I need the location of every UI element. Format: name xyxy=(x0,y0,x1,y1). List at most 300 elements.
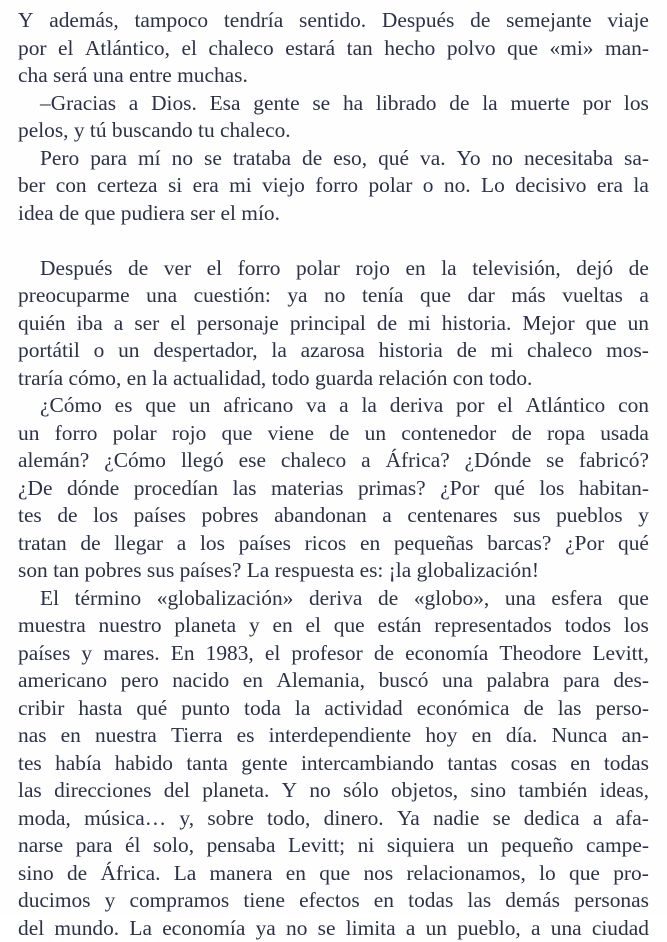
word: librado xyxy=(376,90,437,118)
word: interdependiente xyxy=(269,722,412,750)
word: La xyxy=(129,915,152,942)
word: moda, xyxy=(18,805,71,833)
word: pobres xyxy=(201,502,258,530)
word: en xyxy=(243,667,263,695)
word: La xyxy=(174,860,197,888)
word: un xyxy=(628,310,649,338)
word: el xyxy=(207,255,222,283)
text-line xyxy=(18,90,649,118)
word: ¿Por xyxy=(440,475,479,503)
word: Después xyxy=(382,7,454,35)
word: televisión, xyxy=(472,255,561,283)
word: o xyxy=(423,172,434,200)
word: intercambiando xyxy=(301,750,434,778)
word: Esa xyxy=(210,90,241,118)
word: ni xyxy=(358,832,375,860)
word: viaje xyxy=(607,7,649,35)
word: nas xyxy=(18,722,47,750)
word: en xyxy=(272,612,292,640)
word: campe- xyxy=(586,832,649,860)
word: y, xyxy=(179,805,194,833)
word: que xyxy=(618,585,649,613)
word: Mejor xyxy=(522,310,574,338)
word: de xyxy=(512,420,532,448)
word: una xyxy=(505,585,536,613)
word: mi xyxy=(491,337,514,365)
word: llegar xyxy=(114,530,163,558)
word: de xyxy=(629,255,649,283)
word: pueblo, xyxy=(457,915,521,942)
word: sólo xyxy=(343,777,379,805)
word: ha xyxy=(343,90,363,118)
word: ber xyxy=(18,172,45,200)
word: los xyxy=(93,502,118,530)
word: viene xyxy=(268,420,314,448)
word: para xyxy=(76,832,113,860)
word: ya xyxy=(256,915,276,942)
word: se xyxy=(312,90,330,118)
word: de xyxy=(457,337,477,365)
word: es xyxy=(115,392,133,420)
word: mí xyxy=(138,145,161,173)
text-line xyxy=(18,337,649,365)
word: gente xyxy=(241,750,287,778)
word: narse xyxy=(18,832,63,860)
text-line: pelos, y tú buscando tu chaleco. xyxy=(18,117,649,145)
word: y xyxy=(638,502,649,530)
word: ¿Dónde xyxy=(465,447,532,475)
word: se xyxy=(204,145,222,173)
word: se xyxy=(546,447,564,475)
word: ricos xyxy=(305,530,347,558)
word: africano xyxy=(223,392,293,420)
word: historia. xyxy=(442,310,512,338)
word: relacionamos, xyxy=(406,860,525,888)
word: el xyxy=(58,35,73,63)
word: en xyxy=(374,887,394,915)
word: sino xyxy=(18,860,54,888)
word: de xyxy=(67,860,87,888)
word: contenedor xyxy=(401,420,496,448)
word: una xyxy=(442,667,473,695)
word: Y xyxy=(18,7,33,35)
word: a xyxy=(361,447,371,475)
word: no xyxy=(286,915,307,942)
word: con xyxy=(56,172,87,200)
word: del xyxy=(18,915,44,942)
paragraph xyxy=(18,392,649,585)
word: Tierra xyxy=(171,722,223,750)
word: la xyxy=(482,90,497,118)
word: Levitt, xyxy=(592,640,648,668)
word: toda xyxy=(244,695,281,723)
text-line xyxy=(18,255,649,283)
word: África. xyxy=(100,860,160,888)
body-text-block xyxy=(18,7,649,942)
word: personas xyxy=(574,887,649,915)
word: día. xyxy=(506,722,537,750)
word: término xyxy=(75,585,142,613)
word: a xyxy=(593,805,603,833)
word: una xyxy=(146,282,177,310)
word: chaleco xyxy=(527,337,592,365)
word: la xyxy=(633,172,648,200)
word: un xyxy=(118,337,139,365)
word: tan xyxy=(347,35,373,63)
word: economía xyxy=(162,915,245,942)
text-line xyxy=(18,860,649,888)
text-line xyxy=(18,420,649,448)
word: estará xyxy=(285,35,335,63)
word: polvo xyxy=(447,35,496,63)
word: quién xyxy=(18,310,66,338)
word: economía xyxy=(405,640,488,668)
paragraph xyxy=(18,585,649,942)
word: además, xyxy=(49,7,119,35)
word: –Gracias xyxy=(40,90,116,118)
word: con xyxy=(618,392,649,420)
word: Alemania, xyxy=(277,667,366,695)
word: palabra xyxy=(486,667,549,695)
word: Levitt; xyxy=(288,832,345,860)
word: iba xyxy=(77,310,103,338)
text-line xyxy=(18,777,649,805)
word: dónde xyxy=(67,475,119,503)
text-line: cha será una entre muchas. xyxy=(18,62,649,90)
word: un xyxy=(365,420,386,448)
text-line xyxy=(18,915,649,942)
word: punto xyxy=(181,695,230,723)
word: centenares xyxy=(407,502,497,530)
word: sus xyxy=(513,502,540,530)
word: el xyxy=(497,392,512,420)
word: que xyxy=(507,35,538,63)
word: compramos xyxy=(129,887,229,915)
word: chaleco xyxy=(208,35,273,63)
text-line xyxy=(18,612,649,640)
word: decisivo xyxy=(515,172,586,200)
word: que xyxy=(569,860,600,888)
word: habitan- xyxy=(579,475,649,503)
word: pequeño xyxy=(501,832,573,860)
word: era xyxy=(597,172,623,200)
word: él xyxy=(125,832,140,860)
word: por xyxy=(456,392,485,420)
word: Pero xyxy=(40,145,79,173)
word: por xyxy=(583,90,612,118)
word: de xyxy=(470,7,490,35)
word: que xyxy=(420,282,451,310)
word: ¿Cómo xyxy=(104,447,166,475)
word: si xyxy=(168,172,182,200)
word: forro xyxy=(238,255,281,283)
word: de xyxy=(57,502,77,530)
word: de xyxy=(523,695,543,723)
word: que xyxy=(319,860,350,888)
word: ya xyxy=(287,282,307,310)
word: ver xyxy=(164,255,191,283)
word: mos- xyxy=(606,337,649,365)
word: qué xyxy=(378,145,409,173)
word: las xyxy=(233,475,257,503)
paragraph xyxy=(18,90,649,145)
word: personaje xyxy=(197,310,279,338)
word: países xyxy=(18,640,70,668)
word: había xyxy=(55,750,101,778)
word: qué xyxy=(494,475,525,503)
word: las xyxy=(467,887,491,915)
word: sa- xyxy=(624,145,649,173)
word: cuestión: xyxy=(194,282,271,310)
word: planeta. xyxy=(202,777,269,805)
word: a xyxy=(382,502,392,530)
word: vueltas xyxy=(562,282,623,310)
word: tes xyxy=(18,502,42,530)
word: chaleco xyxy=(281,447,346,475)
text-line: idea de que pudiera ser el mío. xyxy=(18,200,649,228)
word: Atlántico xyxy=(526,392,606,420)
word: tendría xyxy=(224,7,283,35)
word: pequeñas xyxy=(394,530,474,558)
word: ropa xyxy=(547,420,585,448)
word: usada xyxy=(600,420,649,448)
word: barcas? xyxy=(487,530,551,558)
word: Ya xyxy=(397,805,420,833)
word: sentido. xyxy=(299,7,366,35)
word: polar xyxy=(296,255,340,283)
word: Dios. xyxy=(151,90,197,118)
word: va. xyxy=(420,145,446,173)
word: para xyxy=(563,667,600,695)
word: demás xyxy=(505,887,560,915)
word: procedían xyxy=(134,475,218,503)
word: en xyxy=(286,860,306,888)
word: y xyxy=(81,640,92,668)
word: que xyxy=(334,612,365,640)
word: de xyxy=(377,310,397,338)
word: pro- xyxy=(613,860,649,888)
word: en xyxy=(61,722,81,750)
word: de xyxy=(378,585,398,613)
word: El xyxy=(40,585,59,613)
word: «mi» xyxy=(550,35,594,63)
word: sobre xyxy=(207,805,253,833)
word: dejó xyxy=(576,255,613,283)
word: alemán? xyxy=(18,447,89,475)
word: limita xyxy=(346,915,396,942)
word: ducimos xyxy=(18,887,91,915)
word: deriva xyxy=(309,585,362,613)
word: de xyxy=(329,420,349,448)
word: ideas, xyxy=(600,777,649,805)
word: trataba xyxy=(233,145,291,173)
word: las xyxy=(18,777,42,805)
word: ¿Por xyxy=(565,530,604,558)
word: solo, xyxy=(153,832,194,860)
word: portátil xyxy=(18,337,80,365)
word: mundo. xyxy=(54,915,119,942)
word: que xyxy=(222,420,253,448)
word: mares. xyxy=(103,640,159,668)
word: des- xyxy=(613,667,649,695)
word: objetos, xyxy=(391,777,458,805)
word: ese xyxy=(239,447,266,475)
word: man- xyxy=(605,35,649,63)
word: de xyxy=(128,255,148,283)
word: la xyxy=(441,255,456,283)
word: perso- xyxy=(596,695,649,723)
text-line xyxy=(18,530,649,558)
word: a xyxy=(406,915,416,942)
word: una xyxy=(551,915,582,942)
word: certeza xyxy=(97,172,158,200)
word: un xyxy=(18,420,39,448)
word: primas? xyxy=(358,475,426,503)
word: tanta xyxy=(186,750,228,778)
word: a xyxy=(639,282,649,310)
word: Yo xyxy=(457,145,481,173)
word: se xyxy=(493,805,511,833)
word: por xyxy=(18,35,47,63)
word: se xyxy=(318,915,336,942)
word: países xyxy=(239,530,291,558)
word: hecho xyxy=(384,35,435,63)
word: Nunca xyxy=(552,722,608,750)
word: afa- xyxy=(616,805,649,833)
word: direcciones xyxy=(54,777,151,805)
word: era xyxy=(193,172,219,200)
word: ¿Cómo xyxy=(40,392,102,420)
word: hasta xyxy=(78,695,122,723)
word: representados xyxy=(434,612,552,640)
word: polar xyxy=(368,172,412,200)
word: económica xyxy=(417,695,510,723)
word: y xyxy=(249,612,260,640)
paragraph xyxy=(18,255,649,393)
word: buscó xyxy=(379,667,429,695)
word: Lo xyxy=(481,172,505,200)
word: americano xyxy=(18,667,107,695)
word: viejo xyxy=(262,172,305,200)
word: todas xyxy=(604,750,649,778)
text-line xyxy=(18,392,649,420)
word: o xyxy=(94,337,105,365)
text-line xyxy=(18,695,649,723)
word: a xyxy=(129,90,139,118)
word: forro xyxy=(315,172,358,200)
word: mi xyxy=(229,172,252,200)
word: no. xyxy=(444,172,471,200)
text-line xyxy=(18,447,649,475)
word: todo, xyxy=(267,805,310,833)
word: no xyxy=(324,282,345,310)
word: rojo xyxy=(172,420,206,448)
word: las xyxy=(558,695,582,723)
word: de xyxy=(80,530,100,558)
word: «globalización» xyxy=(157,585,294,613)
word: eso, xyxy=(333,145,367,173)
word: efectos xyxy=(299,887,360,915)
word: pueblos xyxy=(556,502,623,530)
word: y xyxy=(105,887,116,915)
word: tantas xyxy=(447,750,497,778)
word: la xyxy=(361,392,376,420)
word: sino xyxy=(470,777,506,805)
text-line xyxy=(18,887,649,915)
word: azarosa xyxy=(301,337,365,365)
word: gente xyxy=(253,90,299,118)
text-line: traría cómo, en la actualidad, todo guarda relación con todo. xyxy=(18,365,649,393)
paragraph xyxy=(18,145,649,228)
word: llegó xyxy=(181,447,224,475)
word: en xyxy=(472,722,492,750)
word: en xyxy=(360,530,380,558)
word: nuestra xyxy=(95,722,157,750)
word: nuestro xyxy=(99,612,162,640)
word: el xyxy=(265,640,280,668)
word: actividad xyxy=(324,695,402,723)
text-line xyxy=(18,640,649,668)
word: habido xyxy=(115,750,173,778)
word: en xyxy=(405,255,425,283)
word: de xyxy=(302,145,322,173)
word: cribir xyxy=(18,695,64,723)
word: a xyxy=(339,392,349,420)
paragraph xyxy=(18,7,649,90)
word: nadie xyxy=(433,805,479,833)
word: un xyxy=(189,392,210,420)
word: el xyxy=(306,612,321,640)
word: también xyxy=(518,777,587,805)
word: va xyxy=(306,392,326,420)
word: rojo xyxy=(355,255,389,283)
word: Después xyxy=(40,255,112,283)
word: están xyxy=(378,612,422,640)
word: pero xyxy=(121,667,159,695)
word: forro xyxy=(55,420,98,448)
word: profesor xyxy=(291,640,362,668)
word: En xyxy=(171,640,195,668)
word: tenía xyxy=(362,282,404,310)
word: no xyxy=(172,145,193,173)
text-line xyxy=(18,145,649,173)
word: semejante xyxy=(506,7,592,35)
word: ser xyxy=(134,310,159,338)
word: Y xyxy=(282,777,297,805)
word: historia xyxy=(379,337,443,365)
word: nos xyxy=(363,860,393,888)
word: muestra xyxy=(18,612,86,640)
text-line xyxy=(18,750,649,778)
word: abandonan xyxy=(274,502,367,530)
word: es xyxy=(237,722,255,750)
word: tratan xyxy=(18,530,67,558)
word: Atlántico, xyxy=(85,35,170,63)
word: lo xyxy=(539,860,556,888)
word: de xyxy=(374,640,394,668)
text-line xyxy=(18,805,649,833)
word: principal xyxy=(290,310,366,338)
word: a xyxy=(177,530,187,558)
word: ¿De xyxy=(18,475,52,503)
word: más xyxy=(511,282,545,310)
word: que xyxy=(145,392,176,420)
word: música… xyxy=(84,805,166,833)
word: polar xyxy=(113,420,157,448)
word: el xyxy=(170,310,185,338)
word: esfera xyxy=(551,585,602,613)
word: muerte xyxy=(510,90,569,118)
